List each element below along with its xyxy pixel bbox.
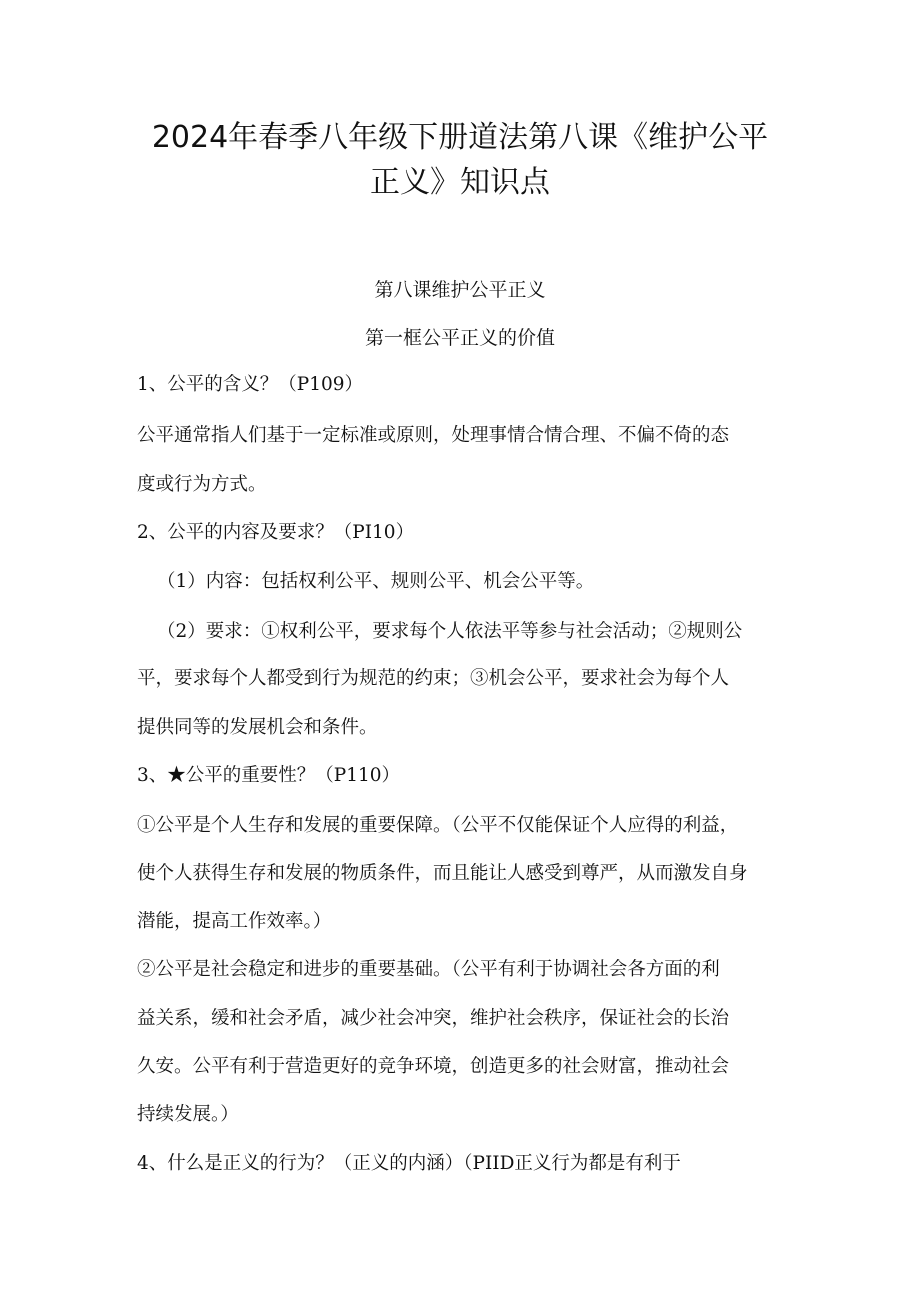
paragraph-line: 使个人获得生存和发展的物质条件，而且能让人感受到尊严，从而激发自身 [137,863,748,884]
document-title-line-2: 正义》知识点 [370,165,550,200]
paragraph-line: （1）内容：包括权利公平、规则公平、机会公平等。 [157,571,595,592]
paragraph-line: 益关系，缓和社会矛盾，减少社会冲突，维护社会秩序，保证社会的长治 [137,1008,730,1029]
paragraph-line: 持续发展。） [137,1104,239,1125]
paragraph-line: 久安。公平有利于营造更好的竞争环境，创造更多的社会财富，推动社会 [137,1056,730,1077]
paragraph-line: 度或行为方式。 [137,474,267,495]
document-title-line-1: 2024年春季八年级下册道法第八课《维护公平 [151,120,769,155]
paragraph-line: 提供同等的发展机会和条件。 [137,717,378,738]
question-2-heading: 2、公平的内容及要求？（PI10） [137,522,415,543]
lesson-heading: 第八课维护公平正义 [374,279,546,301]
question-4-heading: 4、什么是正义的行为？（正义的内涵）（PIID正义行为都是有利于 [137,1153,681,1174]
paragraph-line: （2）要求：①权利公平，要求每个人依法平等参与社会活动；②规则公 [157,621,743,642]
question-3-heading: 3、★公平的重要性？（P110） [137,765,401,786]
paragraph-line: ①公平是个人生存和发展的重要保障。（公平不仅能保证个人应得的利益， [137,815,739,836]
section-heading: 第一框公平正义的价值 [364,327,555,349]
paragraph-line: ②公平是社会稳定和进步的重要基础。（公平有利于协调社会各方面的利 [137,959,720,980]
question-1-heading: 1、公平的含义？（P109） [137,374,364,395]
paragraph-line: 潜能，提高工作效率。） [137,911,332,932]
paragraph-line: 公平通常指人们基于一定标准或原则，处理事情合情合理、不偏不倚的态 [137,425,730,446]
paragraph-line: 平，要求每个人都受到行为规范的约束；③机会公平，要求社会为每个人 [137,668,730,689]
